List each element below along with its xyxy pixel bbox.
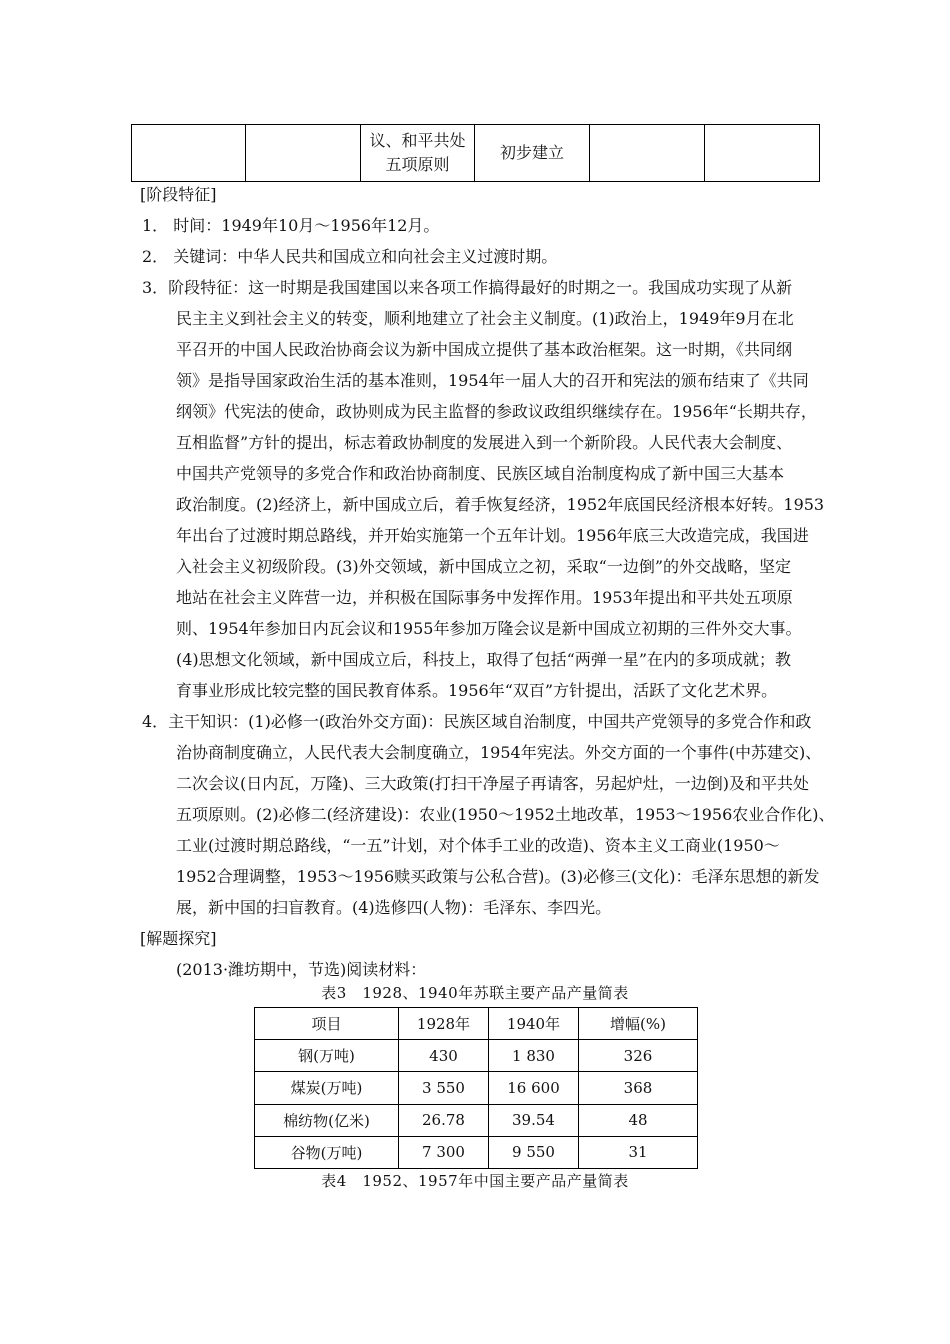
item-stage-feature-line: 领》是指导国家政治生活的基本准则，1954年一届人大的召开和宪法的颁布结束了《共同 (176, 371, 809, 390)
item-main-knowledge-line: 展，新中国的扫盲教育。(4)选修四(人物)：毛泽东、李四光。 (176, 898, 612, 917)
item-main-knowledge-line: 治协商制度确立，人民代表大会制度确立，1954年宪法。外交方面的一个事件(中苏建交)、 (176, 743, 822, 762)
table-cell: 谷物(万吨) (255, 1136, 399, 1168)
item-main-knowledge-line: 五项原则。(2)必修二(经济建设)：农业(1950～1952土地改革，1953～1956农业合作化)、 (176, 805, 835, 824)
table-cell (705, 125, 820, 182)
column-header: 1928年 (399, 1008, 489, 1040)
item-main-knowledge-line: 二次会议(日内瓦，万隆)、三大政策(打扫干净屋子再请客，另起炉灶，一边倒)及和平共处 (176, 774, 809, 793)
item-stage-feature-line: 互相监督”方针的提出，标志着政协制度的发展进入到一个新阶段。人民代表大会制度、 (176, 433, 793, 452)
item-stage-feature-line: 入社会主义初级阶段。(3)外交领域，新中国成立之初，采取“一边倒”的外交战略，坚定 (176, 557, 792, 576)
item-stage-feature-line: 育事业形成比较完整的国民教育体系。1956年“双百”方针提出，活跃了文化艺术界。 (176, 681, 778, 700)
table-cell: 棉纺物(亿米) (255, 1104, 399, 1136)
item-stage-feature-line: 平召开的中国人民政治协商会议为新中国成立提供了基本政治框架。这一时期，《共同纲 (176, 340, 793, 359)
column-header: 项目 (255, 1008, 399, 1040)
table-cell (590, 125, 705, 182)
table-cell: 议、和平共处 五项原则 (361, 125, 475, 182)
table-cell: 初步建立 (475, 125, 590, 182)
section-heading-stage: [阶段特征] (140, 185, 217, 204)
table-row (255, 1040, 698, 1072)
table4-caption: 表4 1952、1957年中国主要产品产量简表 (321, 1172, 629, 1190)
item-stage-feature-line: 纲领》代宪法的使命，政协则成为民主监督的参政议政组织继续存在。1956年“长期共存， (176, 402, 817, 421)
material-source: (2013·潍坊期中，节选)阅读材料： (176, 960, 427, 979)
table-cell: 煤炭(万吨) (255, 1072, 399, 1104)
table-cell: 430 (399, 1040, 489, 1072)
item-stage-feature-line: 地站在社会主义阵营一边，并积极在国际事务中发挥作用。1953年提出和平共处五项原 (176, 588, 793, 607)
table-row (255, 1136, 698, 1168)
table-cell: 钢(万吨) (255, 1040, 399, 1072)
item-stage-feature-line: 民主主义到社会主义的转变，顺利地建立了社会主义制度。(1)政治上，1949年9月在北 (176, 309, 794, 328)
item-stage-feature-line: 3．阶段特征：这一时期是我国建国以来各项工作搞得最好的时期之一。我国成功实现了从新 (142, 278, 793, 297)
table-cell (246, 125, 361, 182)
table-cell: 1 830 (489, 1040, 579, 1072)
table-cell: 326 (579, 1040, 698, 1072)
item-main-knowledge-line: 4．主干知识：(1)必修一(政治外交方面)：民族区域自治制度，中国共产党领导的多党合作和政 (142, 712, 812, 731)
column-header: 1940年 (489, 1008, 579, 1040)
item-stage-feature-line: 则、1954年参加日内瓦会议和1955年参加万隆会议是新中国成立初期的三件外交大事。 (176, 619, 802, 638)
item-main-knowledge-line: 1952合理调整，1953～1956赎买政策与公私合营)。(3)必修三(文化)：毛泽东思想的新发 (176, 867, 820, 886)
item-stage-feature-line: 中国共产党领导的多党合作和政治协商制度、民族区域自治制度构成了新中国三大基本 (176, 464, 785, 483)
item-stage-feature-line: 年出台了过渡时期总路线，并开始实施第一个五年计划。1956年底三大改造完成，我国进 (176, 526, 809, 545)
section-heading-explore: [解题探究] (140, 929, 217, 948)
table-cell: 368 (579, 1072, 698, 1104)
item-stage-feature-line: 政治制度。(2)经济上，新中国成立后，着手恢复经济，1952年底国民经济根本好转。1953 (176, 495, 825, 514)
table-cell: 26.78 (399, 1104, 489, 1136)
column-header: 增幅(%) (579, 1008, 698, 1040)
item-keywords: 2． 关键词：中华人民共和国成立和向社会主义过渡时期。 (142, 247, 558, 266)
table-cell: 9 550 (489, 1136, 579, 1168)
table-cell: 31 (579, 1136, 698, 1168)
table-row (255, 1104, 698, 1136)
table-cell: 39.54 (489, 1104, 579, 1136)
table-cell: 3 550 (399, 1072, 489, 1104)
table-cell: 16 600 (489, 1072, 579, 1104)
table-cell: 48 (579, 1104, 698, 1136)
item-stage-feature-line: (4)思想文化领域，新中国成立后，科技上，取得了包括“两弹一星”在内的多项成就；教 (176, 650, 792, 669)
item-main-knowledge-line: 工业(过渡时期总路线，“一五”计划，对个体手工业的改造)、资本主义工商业(1950～ (176, 836, 780, 855)
table-cell (132, 125, 246, 182)
table-cell: 7 300 (399, 1136, 489, 1168)
table-header-row (255, 1008, 698, 1040)
table3-soviet-output (254, 1007, 698, 1169)
table3-caption: 表3 1928、1940年苏联主要产品产量简表 (321, 984, 629, 1002)
item-time: 1． 时间：1949年10月～1956年12月。 (142, 216, 440, 235)
table-row (132, 125, 820, 182)
table-row (255, 1072, 698, 1104)
continued-table (131, 124, 820, 182)
